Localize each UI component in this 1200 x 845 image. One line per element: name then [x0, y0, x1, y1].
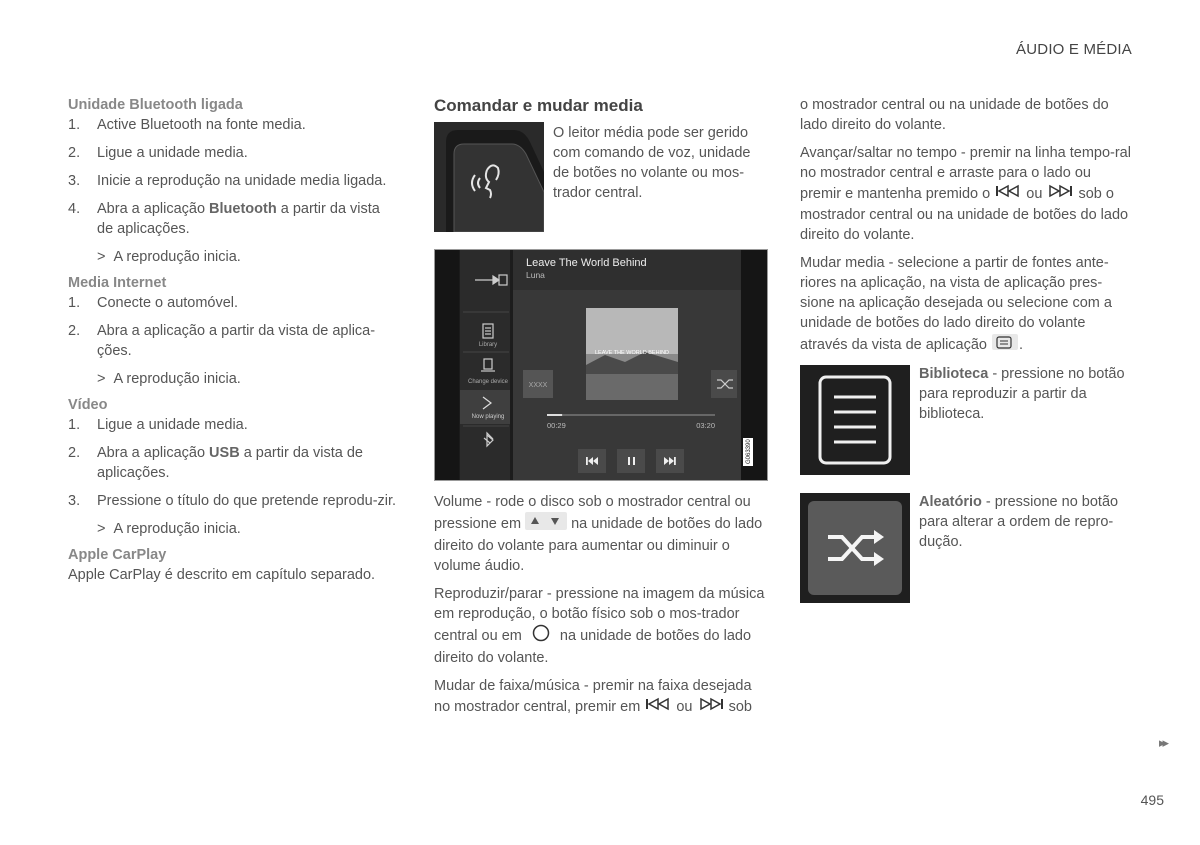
change-media-text: Mudar media - selecione a partir de fontes ante-riores na aplicação, na vista de aplicação pres-sione na aplicação desejada ou selecione com a unidade de botões do lado direito do volante através da vista de aplicação .: [800, 253, 1135, 357]
volume-text: Volume - rode o disco sob o mostrador central ou pressione em na unidade de botões do lado direito do volante para aumentar ou diminuir o volume áudio.: [434, 494, 763, 574]
circle-button-icon: [526, 624, 556, 648]
library-button-image: [800, 365, 910, 475]
shuffle-icon: [800, 493, 910, 603]
list-item: 2. Ligue a unidade media.: [68, 145, 248, 161]
nav-library: Library: [478, 342, 498, 348]
list-item: 2. Abra a aplicação USB a partir da vista de aplicações.: [68, 445, 363, 481]
heading-carplay: Apple CarPlay: [68, 547, 167, 563]
seek-text: Avançar/saltar no tempo - premir na linha tempo-ral no mostrador central e arraste para o lado ou premir e mantenha premido o ou sob o mostrador central ou na unidade de botões do lado direito do volante.: [800, 145, 1131, 243]
library-icon: [800, 365, 910, 475]
track-change-text: Mudar de faixa/música - premir na faixa desejada no mostrador central, premir em ou sob: [434, 676, 769, 718]
intro-text: O leitor média pode ser gerido com comando de voz, unidade de botões no volante ou mos-trador central.: [553, 125, 751, 201]
track-title: Leave The World Behind: [526, 257, 647, 269]
image-code: G063390: [746, 439, 752, 464]
previous-track-icon: [994, 183, 1022, 205]
result-text: > A reprodução inicia.: [97, 249, 241, 265]
album-art-text: LEAVE THE WORLD BEHIND: [594, 350, 670, 356]
result-text: > A reprodução inicia.: [97, 521, 241, 537]
media-player-screenshot: [434, 249, 768, 481]
track-artist: Luna: [526, 270, 545, 280]
heading-internet: Media Internet: [68, 275, 167, 291]
voice-control-image: [434, 122, 544, 232]
shuffle-text: Aleatório - pressione no botão para alterar a ordem de repro-dução.: [919, 494, 1119, 550]
list-item: 1. Conecte o automóvel.: [68, 295, 239, 311]
heading-video: Vídeo: [68, 397, 108, 413]
next-track-icon: [1046, 183, 1074, 205]
list-item: 1. Ligue a unidade media.: [68, 417, 248, 433]
bluetooth-steps: [68, 115, 398, 239]
player-graphic: [435, 250, 767, 480]
column-2: [434, 95, 769, 715]
continue-marker: ▸▸: [1158, 735, 1166, 750]
continued-text: o mostrador central ou na unidade de botões do lado direito do volante.: [800, 97, 1109, 133]
previous-track-icon: [644, 696, 672, 718]
internet-steps: [68, 293, 398, 361]
heading-bluetooth: Unidade Bluetooth ligada: [68, 97, 243, 113]
list-item: 4. Abra a aplicação Bluetooth a partir da vista de aplicações.: [68, 201, 380, 237]
nav-change-device: Change device: [467, 379, 509, 385]
column-1: [68, 95, 398, 593]
time-total: 03:20: [696, 421, 715, 430]
album-art: [586, 308, 678, 400]
shuffle-button-image: [800, 493, 910, 603]
result-text: > A reprodução inicia.: [97, 371, 241, 387]
volume-up-down-icon: [525, 512, 567, 536]
video-steps: [68, 415, 398, 511]
playpause-text: Reproduzir/parar - pressione na imagem da música em reprodução, o botão físico sob o mos-trador central ou em na unidade de botões do lado direito do volante.: [434, 586, 765, 666]
section-title: ÁUDIO E MÉDIA: [1016, 41, 1132, 58]
nav-now-playing: Now playing: [471, 414, 505, 420]
library-text: Biblioteca - pressione no botão para reproduzir a partir da biblioteca.: [919, 366, 1125, 422]
list-item: 3. Inicie a reprodução na unidade media ligada.: [68, 173, 387, 189]
page-number: 495: [1140, 792, 1164, 808]
time-elapsed: 00:29: [547, 421, 566, 430]
column-3: [800, 95, 1135, 611]
list-item: 1. Active Bluetooth na fonte media.: [68, 117, 306, 133]
pause-button: [617, 449, 645, 473]
next-track-icon: [697, 696, 725, 718]
carplay-text: Apple CarPlay é descrito em capítulo separado.: [68, 567, 376, 583]
app-view-icon: [991, 333, 1019, 357]
list-item: 3. Pressione o título do que pretende reprodu-zir.: [68, 493, 397, 509]
list-item: 2. Abra a aplicação a partir da vista de aplica-ções.: [68, 323, 376, 359]
heading-control-media: Comandar e mudar media: [434, 96, 643, 115]
side-thumb-label: XXXX: [528, 382, 548, 389]
